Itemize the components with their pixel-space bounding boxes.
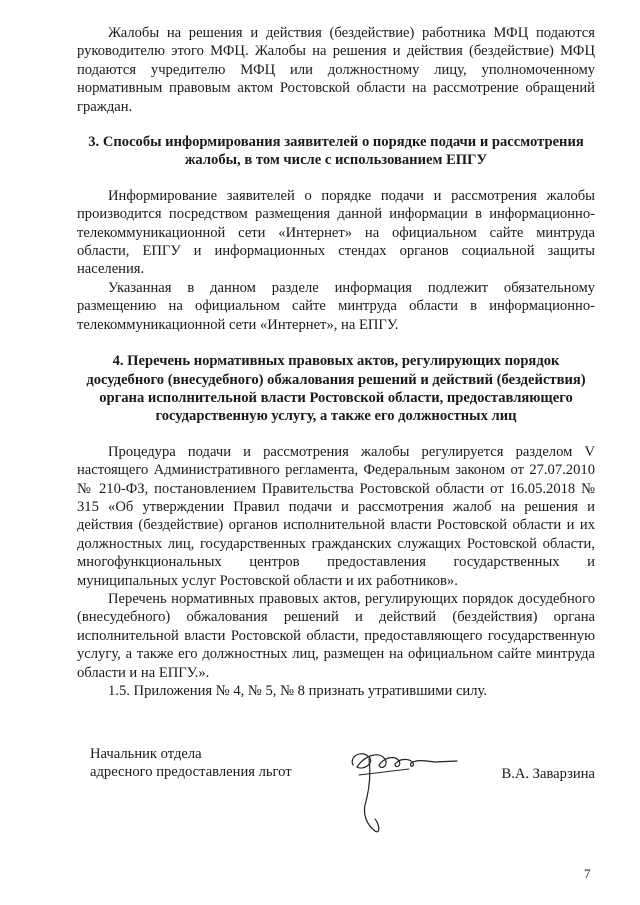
handwritten-signature-icon: [339, 735, 469, 845]
signatory-name: В.А. Заварзина: [501, 766, 595, 782]
section-4-paragraph-1: Процедура подачи и рассмотрения жалобы регулируется разделом V настоящего Административного регламента, Федеральным законом от 27.07.2010 № 210-ФЗ, постановлением Правительства Ростовской области от 16.05.2018 № 315 «Об утверждении Правил подачи и рассмотрения жалоб на решения и действия (бездействие) органов исполнительной власти Ростовской области и их должностных лиц, государственных гражданских служащих Ростовской области, многофункциональных центров предоставления государственных и муниципальных услуг Ростовской области и их работников».: [77, 443, 595, 589]
intro-paragraph: Жалобы на решения и действия (бездействие) работника МФЦ подаются руководителю этого МФЦ. Жалобы на решения и действия (бездействие) МФЦ подаются учредителю МФЦ или должностному лицу, уполномоченному нормативным правовым актом Ростовской области на рассмотрение обращений граждан.: [77, 25, 595, 115]
final-clause: 1.5. Приложения № 4, № 5, № 8 признать утратившими силу.: [108, 683, 487, 699]
section-4-paragraph-2: Перечень нормативных правовых актов, регулирующих порядок досудебного (внесудебного) обжалования решений и действий (бездействия) органа исполнительной власти Ростовской области, предоставляющего государственную услугу, а также его должностных лиц, размещен на официальном сайте минтруда области и на ЕПГУ.».: [77, 590, 595, 681]
section-3-paragraph-2: Указанная в данном разделе информация подлежит обязательному размещению на официальном сайте минтруда области в информационно-телекоммуникационной сети «Интернет», на ЕПГУ.: [77, 279, 595, 333]
signature-block: [77, 745, 595, 845]
signatory-title: [90, 745, 310, 782]
document-body: [77, 24, 595, 700]
section-3-heading: 3. Способы информирования заявителей о порядке подачи и рассмотрения жалобы, в том числе с использованием ЕПГУ: [88, 134, 584, 169]
section-3-paragraph-1: Информирование заявителей о порядке подачи и рассмотрения жалобы производится посредством размещения данной информации в информационно-телекоммуникационной сети «Интернет» на официальном сайте минтруда области, ЕПГУ и информационных стендах органов социальной защиты населения.: [77, 187, 595, 278]
page-number: 7: [584, 866, 591, 881]
section-4-heading: 4. Перечень нормативных правовых актов, регулирующих порядок досудебного (внесудебного) обжалования решений и действий (бездействия) органа исполнительной власти Ростовской области, предоставляющего государственную услугу, а также его должностных лиц: [86, 353, 586, 425]
signatory-title-line-2: адресного предоставления льгот: [90, 764, 292, 781]
signatory-title-line-1: Начальник отдела: [90, 746, 202, 762]
